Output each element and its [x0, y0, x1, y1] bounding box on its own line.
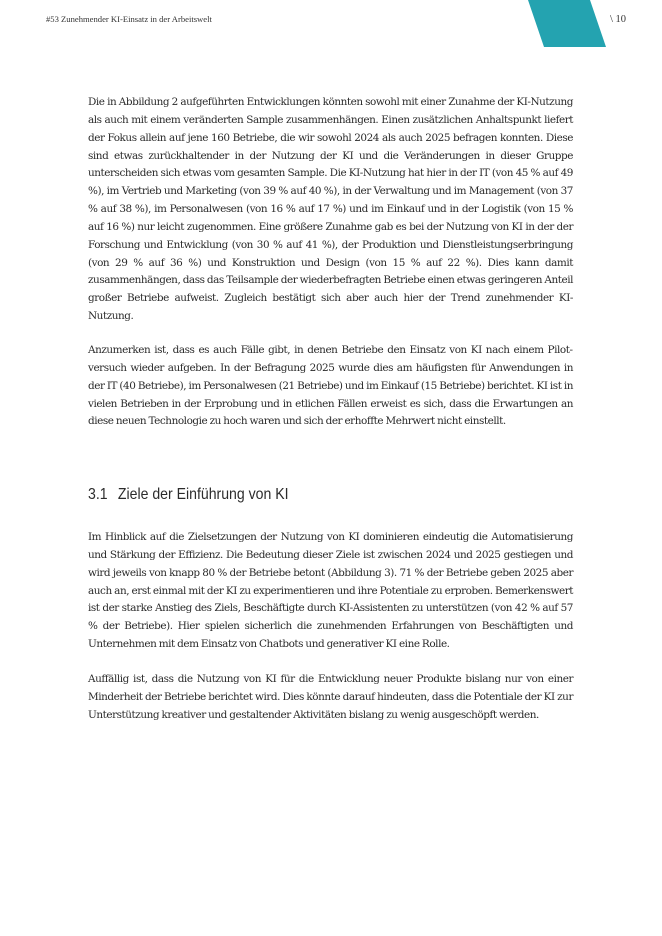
paragraph-block-4 — [88, 671, 573, 725]
body-paragraph: Anzumerken ist, dass es auch Fälle gibt, in denen Betriebe den Einsatz von KI nach einem Pilotversuch wieder aufgeben. In der Befragung 2025 wurde dies am häufigsten für Anwendungen in der IT (40 Betriebe), im Personalwesen (21 Betriebe) und im Einkauf (15 Betriebe) berichtet. KI ist in vielen Betrieben in der Erprobung und in etlichen Fällen erweist es sich, dass die Erwartungen an diese neuen Technologie zu hoch waren und sich der erhoffte Mehrwert nicht einstellt. — [88, 344, 573, 428]
paragraph-block-3 — [88, 529, 573, 654]
paragraph-block-2 — [88, 342, 573, 431]
page-number: \ 10 — [609, 14, 626, 25]
paragraph-block-1 — [88, 94, 573, 326]
body-paragraph: Auffällig ist, dass die Nutzung von KI für die Entwicklung neuer Produkte bislang nur von einer Minderheit der Betriebe berichtet wird. Dies könnte darauf hindeuten, dass die Potentiale der KI zur Unterstützung kreativer und gestaltender Aktivitäten bislang zu wenig ausgeschöpft werden. — [88, 673, 573, 721]
body-paragraph: Die in Abbildung 2 aufgeführten Entwicklungen könnten sowohl mit einer Zunahme der KI-Nutzung als auch mit einem veränderten Sample zusammenhängen. Einen zusätzlichen Anhaltspunkt liefert der Fokus allein auf jene 160 Betriebe, die wir sowohl 2024 als auch 2025 befragen konnten. Diese sind etwas zurückhaltender in der Nutzung der KI und die Veränderungen in dieser Gruppe unterscheiden sich etwas vom gesamten Sample. Die KI-Nutzung hat hier in der IT (von 45 % auf 49 %), im Vertrieb und Marketing (von 39 % auf 40 %), in der Verwaltung und im Management (von 37 % auf 38 %), im Personalwesen (von 16 % auf 17 %) und im Einkauf und in der Logistik (von 15 % auf 16 %) nur leicht zugenommen. Eine größere Zunahme gab es bei der Nutzung von KI in der der Forschung und Entwicklung (von 30 % auf 41 %), der Produktion und Dienstleistungserbringung (von 29 % auf 36 %) und Konstruktion und Design (von 15 % auf 22 %). Dies kann damit zusammenhängen, dass das Teilsample der wiederbefragten Betriebe einen etwas geringeren Anteil großer Betriebe aufweist. Zugleich bestätigt sich aber auch hier der Trend zunehmender KI-Nutzung. — [88, 96, 573, 323]
body-paragraph: Im Hinblick auf die Zielsetzungen der Nutzung von KI dominieren eindeutig die Automatisierung und Stärkung der Effizienz. Die Bedeutung dieser Ziele ist zwischen 2024 und 2025 gestiegen und wird jeweils von knapp 80 % der Betriebe betont (Abbildung 3). 71 % der Betriebe geben 2025 aber auch an, erst einmal mit der KI zu experimentieren und ihre Potentiale zu erproben. Bemerkenswert ist der starke Anstieg des Ziels, Beschäftigte durch KI-Assistenten zu unterstützen (von 42 % auf 57 % der Betriebe). Hier spielen sicherlich die zunehmenden Erfahrungen von Beschäftigten und Unternehmen mit dem Einsatz von Chatbots und generativer KI eine Rolle. — [88, 531, 573, 651]
section-heading — [88, 486, 289, 504]
section-title: Ziele der Einführung von KI — [117, 486, 289, 503]
section-number: 3.1 — [88, 486, 108, 503]
running-header: #53 Zunehmender KI-Einsatz in der Arbeitswelt — [46, 14, 212, 24]
accent-parallelogram — [528, 0, 606, 47]
